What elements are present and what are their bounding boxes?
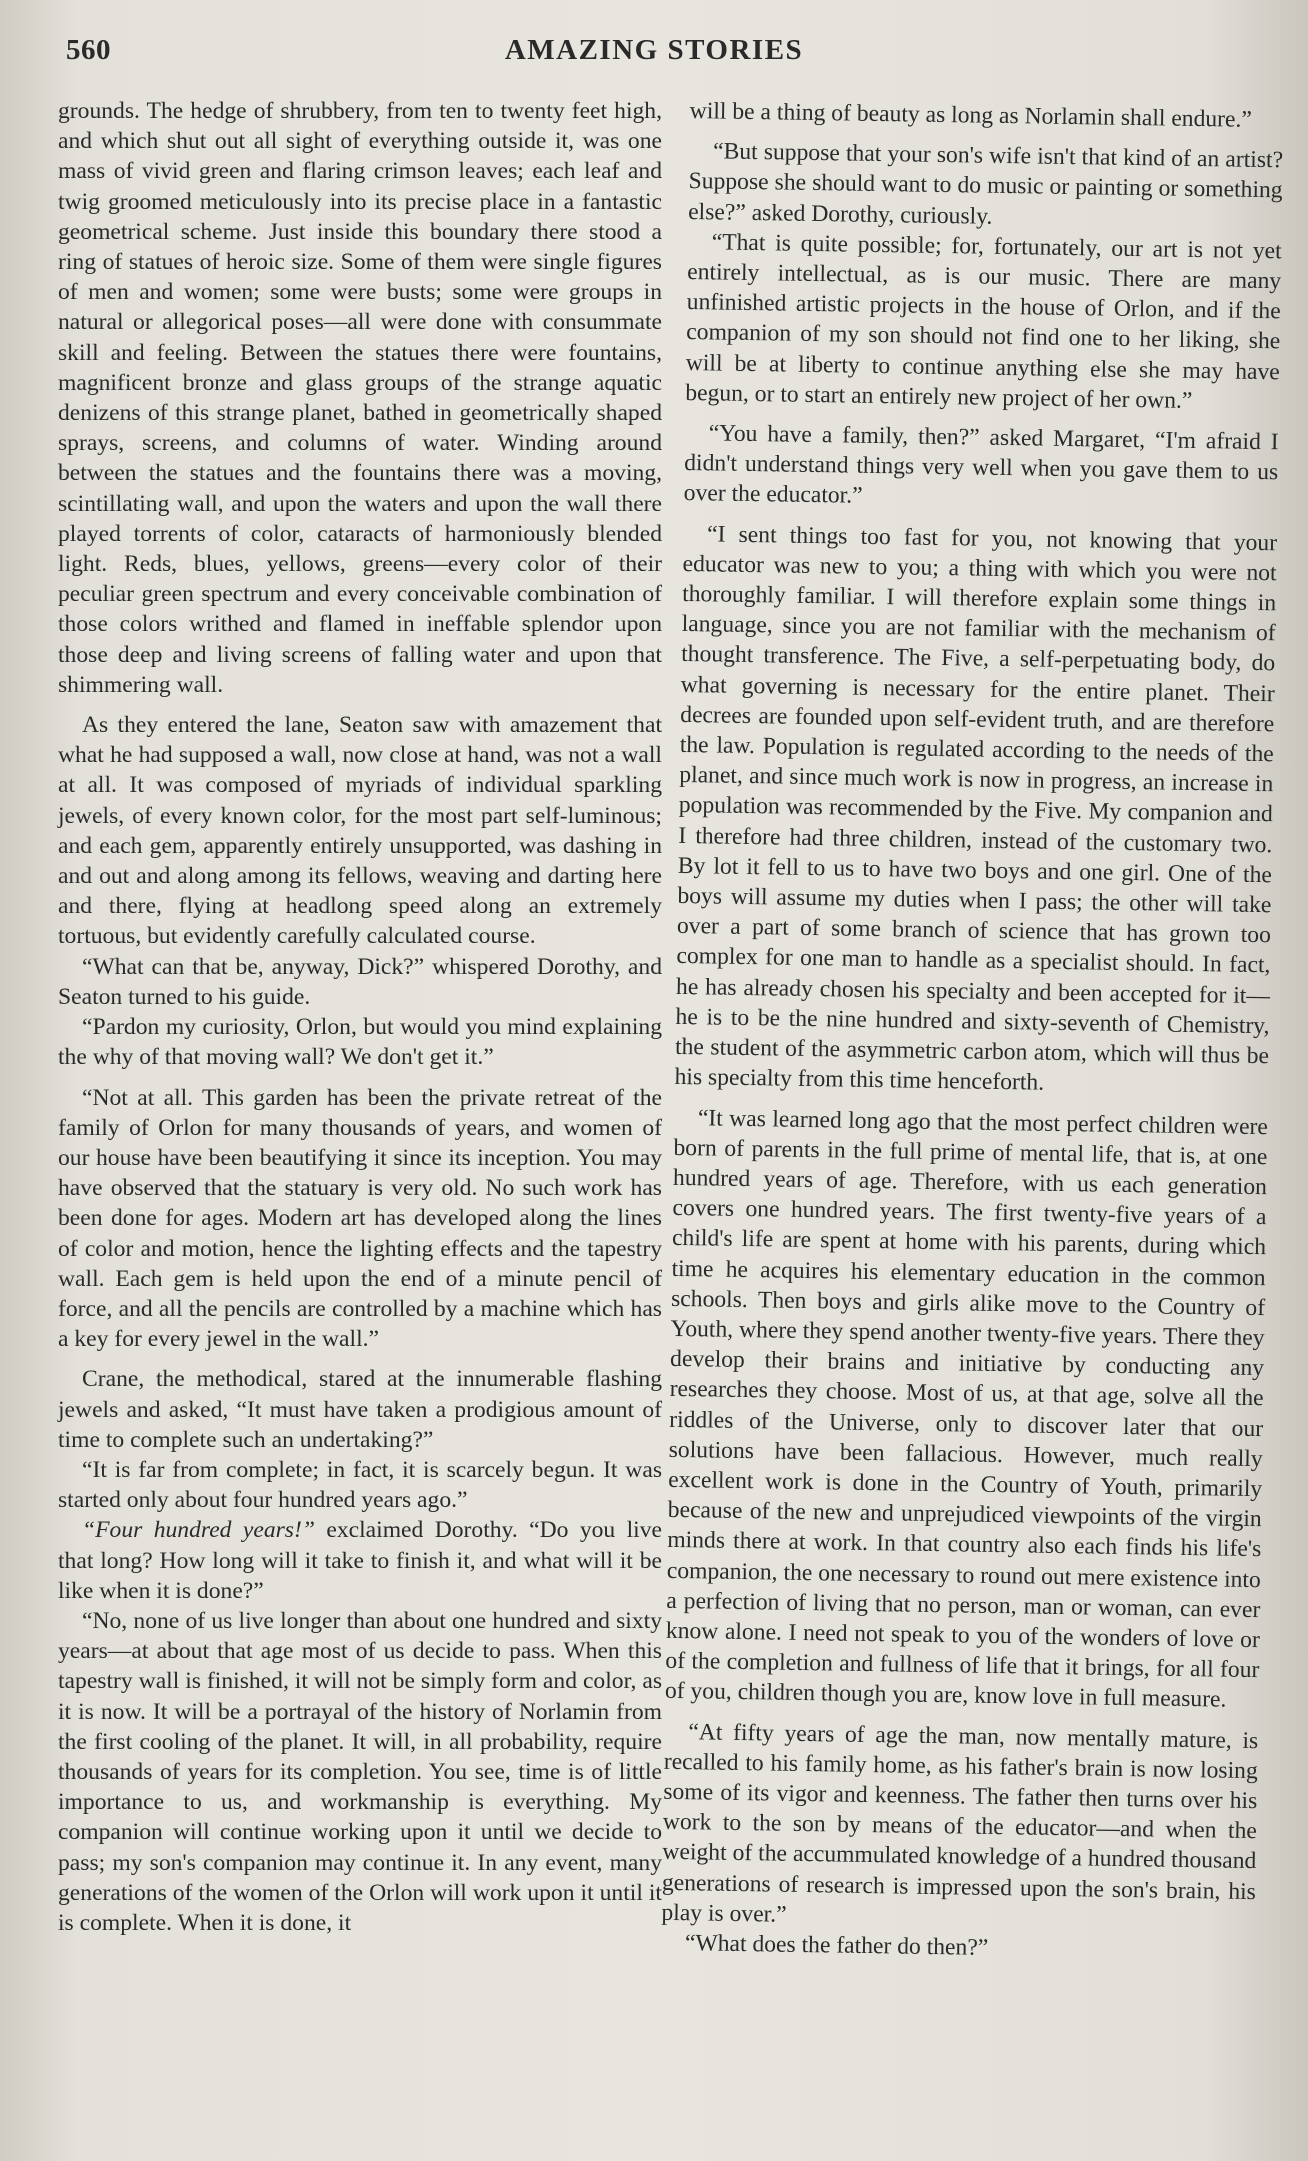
running-head: AMAZING STORIES	[504, 34, 804, 66]
paragraph: Crane, the methodical, stared at the innumerable flashing jewels and asked, “It must have taken a prodigious amount of time to complete such an undertaking?”	[58, 1366, 662, 1453]
paragraph: “But suppose that your son's wife isn't that kind of an artist? Suppose she should want to do music or painting or something else?” asked Dorothy, curiously.	[687, 138, 1284, 230]
paragraph: “That is quite possible; for, fortunately, our art is not yet entirely intellectual, as is our music. There are many unfinished artistic projects in the house of Orlon, and if the companion of my son should not find one to her liking, she will be at liberty to continue anything else she may have begun, or to start an entirely new project of her own.”	[685, 229, 1282, 414]
paragraph: “It was learned long ago that the most perfect children were born of parents in the full prime of mental life, that is, at one hundred years of age. Therefore, with us each generation covers one hundred years. The first twenty-five years of a child's life are spent at home with his parents, during which time he acquires his elementary education in the common schools. Then boys and girls alike move to the Country of Youth, where they spend another twenty-five years. There they develop their brains and initiative by conducting any researches they choose. Most of us, at that age, solve all the riddles of the Universe, only to discover later that our solutions have been fallacious. However, much really excellent work is done in the Country of Youth, primarily because of the new and unprejudiced viewpoints of the virgin minds there at work. In that country also each finds his life's companion, the one necessary to round out mere existence into a perfection of living that no person, man or woman, can ever know alone. I need not speak to you of the wonders of love or of the completion and fullness of life that it brings, for all four of you, children though you are, know love in full measure.	[664, 1104, 1269, 1713]
page-header	[0, 34, 1308, 84]
paragraph: “What does the father do then?”	[684, 1930, 989, 1961]
paragraph: “What can that be, anyway, Dick?” whispered Dorothy, and Seaton turned to his guide.	[58, 953, 662, 1010]
paragraph: “At fifty years of age the man, now mentally mature, is recalled to his family home, as his father's brain is now losing some of its vigor and keenness. The father then turns over his work to the son by means of the educator—and when the weight of the accummulated knowledge of a hundred thousand generations of research is impressed upon the son's brain, his play is over.”	[661, 1718, 1259, 1928]
italic-exclamation: “Four hundred years!”	[82, 1517, 315, 1544]
paragraph: “It is far from complete; in fact, it is scarcely begun. It was started only about four hundred years ago.”	[58, 1456, 662, 1514]
paragraph: will be a thing of beauty as long as Norlamin shall endure.”	[689, 97, 1253, 133]
left-column	[58, 96, 662, 1938]
paragraph: As they entered the lane, Seaton saw with amazement that what he had supposed a wall, now close at hand, was not a wall at all. It was composed of myriads of individual sparkling jewels, of every known color, for the most part self-luminous; and each gem, apparently entirely unsupported, was dashing in and out and along among its fellows, weaving and darting here and there, flying at headlong speed along an extremely tortuous, but evidently carefully calculated course.	[58, 712, 662, 950]
paragraph: “No, none of us live longer than about one hundred and sixty years—at about that age most of us decide to pass. When this tapestry wall is finished, it will not be simply form and color, as it is now. It will be a portrayal of the history of Norlamin from the first cooling of the planet. It will, in all probability, require thousands of years for its completion. You see, time is of little importance to us, and workmanship is everything. My companion will continue working upon it until we decide to pass; my son's companion may continue it. In any event, many generations of the women of the Orlon will work upon it until it is complete. When it is done, it	[58, 1607, 662, 1936]
paragraph: “I sent things too fast for you, not knowing that your educator was new to you; a thing with which you were not thoroughly familiar. I will therefore explain some things in language, since you are not familiar with the mechanism of thought transference. The Five, a self-perpetuating body, do what governing is necessary for the entire planet. Their decrees are founded upon self-evident truth, and are therefore the law. Population is regulated according to the needs of the planet, and since much work is now in progress, an increase in population was recommended by the Five. My companion and I therefore had three children, instead of the customary two. By lot it fell to us to have two boys and one girl. One of the boys will assume my duties when I pass; the other will take over a part of some branch of science that has grown too complex for one man to handle as a specialist should. In fact, he has already chosen his specialty and been accepted for it—he is to be the nine hundred and sixty-seventh of Chemistry, the student of the asymmetric carbon atom, which will thus be his specialty from this time henceforth.	[674, 520, 1278, 1096]
right-column	[661, 96, 1284, 1967]
paragraph: “Not at all. This garden has been the private retreat of the family of Orlon for many thousands of years, and women of our house have been beautifying it since its inception. You may have observed that the statuary is very old. No such work has been done for ages. Modern art has developed along the lines of color and motion, hence the lighting effects and the tapestry wall. Each gem is held upon the end of a minute pencil of force, and all the pencils are controlled by a machine which has a key for every jewel in the wall.”	[58, 1084, 662, 1353]
page-number: 560	[66, 34, 111, 66]
paragraph: “You have a family, then?” asked Margaret, “I'm afraid I didn't understand things very well when you gave them to us over the educator.”	[683, 420, 1279, 510]
paragraph: grounds. The hedge of shrubbery, from ten to twenty feet high, and which shut out all sight of everything outside it, was one mass of vivid green and flaring crimson leaves; each leaf and twig groomed meticulously into its precise place in a fantastic geometrical scheme. Just inside this boundary there stood a ring of statues of heroic size. Some of them were single figures of men and women; some were busts; some were groups in natural or allegorical poses—all were done with consummate skill and feeling. Between the statues there were fountains, magnificent bronze and glass groups of the strange aquatic denizens of this strange planet, bathed in geometrically shaped sprays, screens, and columns of water. Winding around between the statues and the fountains there was a moving, scintillating wall, and upon the waters and upon the wall there played torrents of color, cataracts of harmoniously blended light. Reds, blues, yellows, greens—every color of their peculiar green spectrum and every conceivable combination of those colors writhed and flamed in ineffable splendor upon those deep and living screens of falling water and upon that shimmering wall.	[58, 98, 662, 698]
paragraph-text: exclaimed Dorothy. “Do you live that long? How long will it take to finish it, and what will it be like when it is done?”	[58, 1517, 662, 1604]
paragraph: “Pardon my curiosity, Orlon, but would you mind explaining the why of that moving wall? We don't get it.”	[58, 1014, 662, 1071]
paragraph	[58, 1515, 662, 1606]
